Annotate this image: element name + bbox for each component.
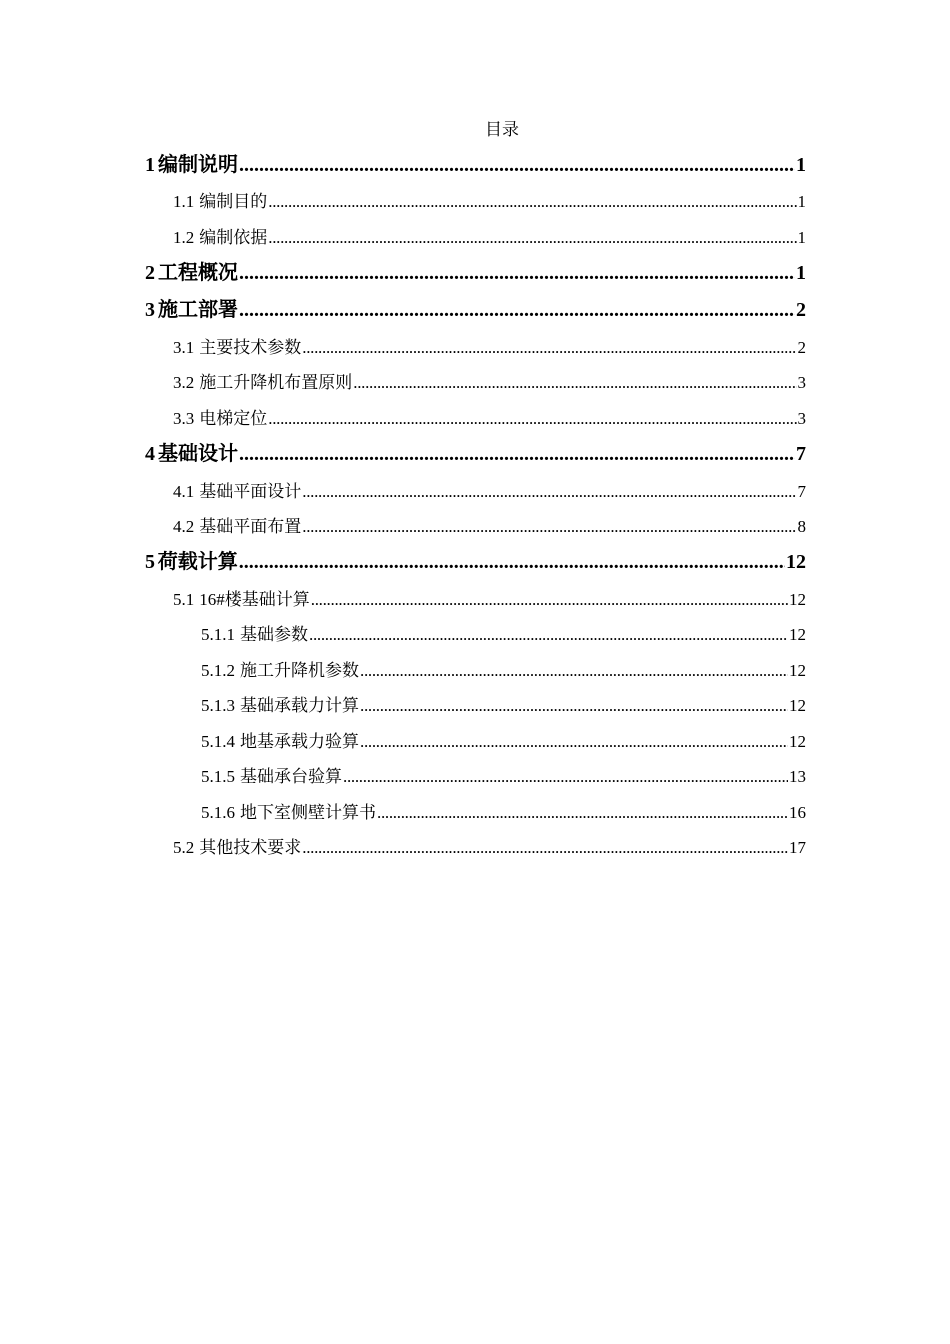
toc-page-number: 2 [797, 338, 806, 357]
toc-entry-number: 4.2 [173, 517, 195, 536]
toc-entry-label: 基础承台验算 [240, 767, 342, 786]
toc-page-number: 3 [797, 409, 806, 428]
toc-entry-number: 3 [145, 299, 155, 321]
toc-entry-4[interactable] [145, 441, 806, 467]
toc-entry-label: 其他技术要求 [199, 838, 302, 857]
toc-entry-label: 地基承载力验算 [240, 732, 359, 751]
toc-dot-leader [239, 297, 795, 323]
toc-dot-leader [302, 837, 788, 859]
toc-dot-leader [302, 516, 796, 538]
toc-dot-leader [360, 695, 788, 717]
toc-page-number: 7 [797, 482, 806, 501]
toc-page-number: 8 [797, 517, 806, 536]
toc-page-number: 17 [789, 838, 806, 857]
toc-entry-label: 基础平面设计 [199, 482, 302, 501]
toc-entry-number: 3.2 [173, 373, 195, 392]
toc-entry-number: 5.1.2 [201, 661, 235, 680]
toc-entry-number: 1.1 [173, 192, 195, 211]
toc-entry-4-2[interactable] [173, 516, 806, 538]
toc-entry-number: 5.1.5 [201, 767, 235, 786]
toc-entry-label: 施工升降机参数 [240, 661, 359, 680]
toc-entry-5-1[interactable] [173, 589, 806, 611]
toc-entry-1-2[interactable] [173, 227, 806, 249]
toc-entry-number: 3.1 [173, 338, 195, 357]
toc-entry-3-3[interactable] [173, 408, 806, 430]
toc-page-number: 1 [797, 228, 806, 247]
toc-entry-number: 5.1.4 [201, 732, 235, 751]
toc-entry-5-1-3[interactable] [201, 695, 806, 717]
toc-entry-number: 5.2 [173, 838, 195, 857]
toc-entry-label: 编制说明 [157, 154, 238, 176]
toc-dot-leader [311, 589, 788, 611]
toc-entry-number: 4 [145, 443, 155, 465]
toc-entry-label: 施工升降机布置原则 [199, 373, 353, 392]
toc-entry-number: 5.1.3 [201, 696, 235, 715]
toc-dot-leader [309, 624, 788, 646]
toc-page-number: 3 [797, 373, 806, 392]
toc-dot-leader [377, 802, 788, 824]
toc-entry-3-1[interactable] [173, 337, 806, 359]
toc-dot-leader [239, 152, 795, 178]
toc-page-number: 2 [796, 299, 806, 321]
toc-entry-label: 电梯定位 [199, 409, 268, 428]
toc-entry-5-1-6[interactable] [201, 802, 806, 824]
toc-entry-5-1-4[interactable] [201, 731, 806, 753]
toc-entry-label: 地下室侧壁计算书 [240, 803, 376, 822]
toc-entry-number: 3.3 [173, 409, 195, 428]
toc-entry-number: 5.1.6 [201, 803, 235, 822]
toc-dot-leader [239, 441, 795, 467]
toc-entry-number: 5.1.1 [201, 625, 235, 644]
toc-dot-leader [302, 481, 796, 503]
toc-entry-label: 基础承载力计算 [240, 696, 359, 715]
toc-entry-5-1-5[interactable] [201, 766, 806, 788]
toc-entry-number: 1 [145, 154, 155, 176]
toc-entry-label: 基础设计 [157, 443, 238, 465]
toc-entry-1[interactable] [145, 152, 806, 178]
toc-entry-number: 4.1 [173, 482, 195, 501]
toc-page-number: 7 [796, 443, 806, 465]
toc-entry-4-1[interactable] [173, 481, 806, 503]
toc-entry-5-1-2[interactable] [201, 660, 806, 682]
toc-dot-leader [268, 408, 796, 430]
toc-entry-label: 基础参数 [240, 625, 308, 644]
toc-entry-label: 基础平面布置 [199, 517, 302, 536]
toc-entry-number: 2 [145, 262, 155, 284]
toc-title: 目录 [485, 120, 519, 139]
toc-page-number: 12 [789, 590, 806, 609]
toc-dot-leader [343, 766, 788, 788]
toc-page-number: 1 [796, 262, 806, 284]
toc-dot-leader [268, 191, 796, 213]
toc-dot-leader [268, 227, 796, 249]
toc-page-number: 12 [786, 551, 806, 573]
toc-entry-label: 荷载计算 [157, 551, 238, 573]
toc-page-number: 13 [789, 767, 806, 786]
toc-entry-label: 编制目的 [199, 192, 268, 211]
toc-entry-label: 施工部署 [157, 299, 238, 321]
toc-page-number: 16 [789, 803, 806, 822]
toc-entry-2[interactable] [145, 260, 806, 286]
toc-entry-label: 编制依据 [199, 228, 268, 247]
toc-page-number: 12 [789, 625, 806, 644]
toc-entry-5[interactable] [145, 549, 806, 575]
toc-entry-5-1-1[interactable] [201, 624, 806, 646]
toc-dot-leader [239, 549, 785, 575]
toc-entry-1-1[interactable] [173, 191, 806, 213]
toc-entry-3[interactable] [145, 297, 806, 323]
toc-page-number: 12 [789, 661, 806, 680]
toc-entry-number: 5 [145, 551, 155, 573]
toc-dot-leader [360, 660, 788, 682]
toc-page-number: 1 [797, 192, 806, 211]
toc-entry-5-2[interactable] [173, 837, 806, 859]
toc-page-number: 12 [789, 732, 806, 751]
toc-entry-label: 主要技术参数 [199, 338, 302, 357]
toc-entry-number: 1.2 [173, 228, 195, 247]
toc-dot-leader [302, 337, 796, 359]
toc-entry-3-2[interactable] [173, 372, 806, 394]
toc-entry-number: 5.1 [173, 590, 195, 609]
toc-dot-leader [239, 260, 795, 286]
toc-dot-leader [353, 372, 796, 394]
toc-entry-label: 工程概况 [157, 262, 238, 284]
toc-dot-leader [360, 731, 788, 753]
toc-page-number: 12 [789, 696, 806, 715]
toc-entry-label: 16#楼基础计算 [199, 590, 310, 609]
toc-page-number: 1 [796, 154, 806, 176]
